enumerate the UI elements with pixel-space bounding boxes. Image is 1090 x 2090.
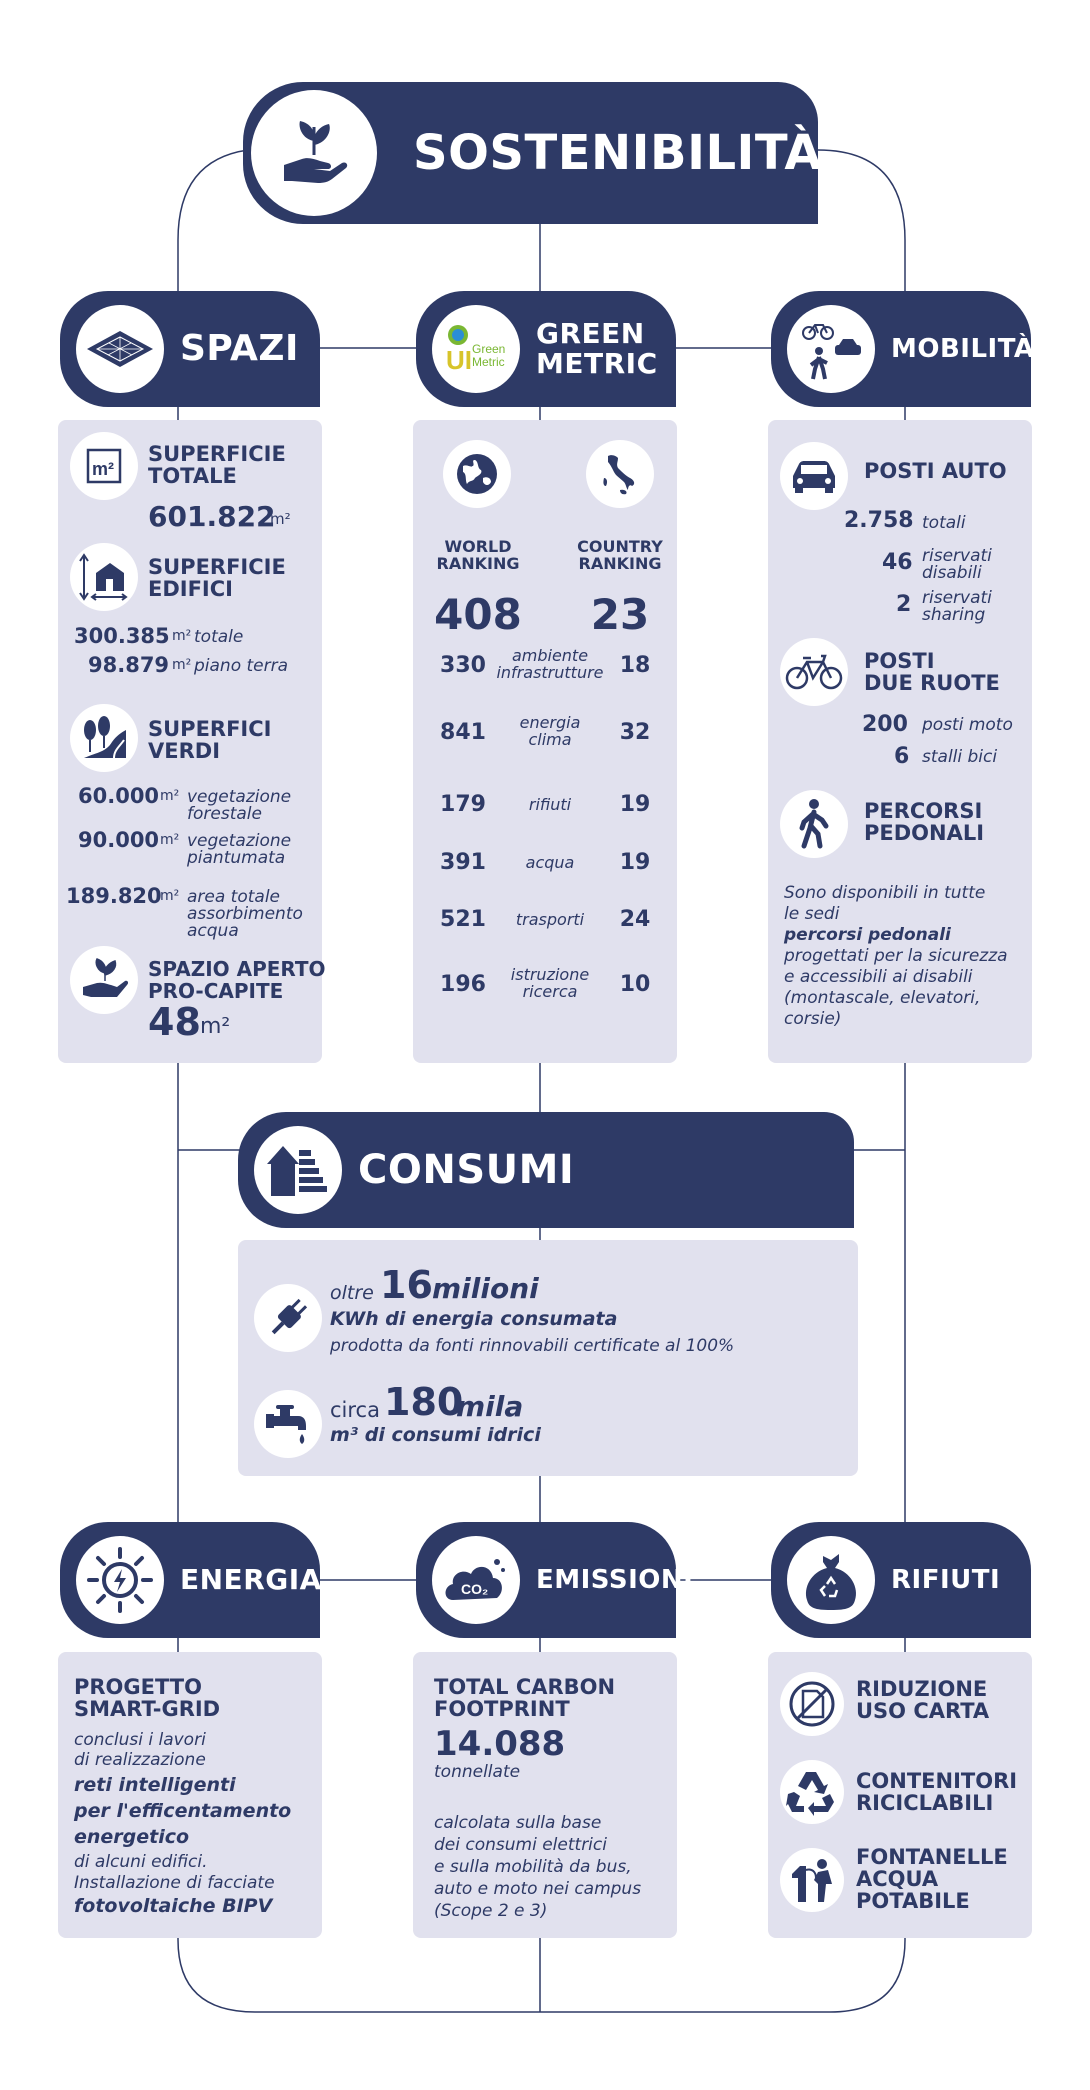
pedonali-text-2: progettati per la sicurezza e accessibili ai disabili (montascale, elevatori, corsie) (784, 946, 1008, 1029)
spazi-header (60, 291, 320, 407)
acqua-prefix: circa (330, 1398, 380, 1422)
energia-line3: prodotta da fonti rinnovabili certificate al 100% (330, 1336, 735, 1356)
pedonali-text-1: Sono disponibili in tutte le sedi (784, 883, 986, 924)
globe-icon (453, 450, 501, 498)
bicycle-icon-circle (780, 638, 848, 706)
auto-disabili-desc: riservati disabili (922, 546, 992, 583)
energy-class-icon (263, 1140, 333, 1200)
spazi-title: SPAZI (180, 328, 299, 369)
auto-sharing-desc: riservati sharing (922, 588, 992, 625)
car-icon-circle (780, 442, 848, 510)
m2-icon-circle (70, 432, 138, 500)
energia-text-2: di alcuni edifici. Installazione di facciate (74, 1852, 275, 1893)
plant-hand-icon (274, 113, 354, 193)
recycle-bag-icon (801, 1548, 861, 1612)
bici-value: 6 (894, 744, 910, 769)
country-rank-row-value: 19 (619, 850, 651, 875)
svg-text:CO₂: CO₂ (461, 1581, 489, 1597)
due-ruote-label: POSTI DUE RUOTE (864, 649, 1000, 695)
superfici-verdi-label: SUPERFICI VERDI (148, 717, 272, 763)
energia-header (60, 1522, 320, 1638)
edifici-pt-unit: m² (172, 657, 192, 673)
energia-text-bold-2: fotovoltaiche BIPV (74, 1895, 273, 1917)
fountain-icon-circle (780, 1848, 844, 1912)
energia-unit: milioni (432, 1272, 539, 1305)
emissioni-text: calcolata sulla base dei consumi elettrici e sulla mobilità da bus, auto e moto nei campus (Scope 2 e 3) (434, 1813, 642, 1921)
bici-desc: stalli bici (922, 747, 998, 767)
rifiuti-item-2: CONTENITORI RICICLABILI (856, 1769, 1018, 1815)
verde-3-unit: m² (160, 888, 180, 904)
auto-totali-value: 2.758 (844, 508, 914, 533)
superficie-edifici-label: SUPERFICIE EDIFICI (148, 555, 286, 601)
verde-1-value: 60.000 (78, 784, 160, 808)
pedonali-text-bold: percorsi pedonali (784, 925, 951, 945)
spazio-aperto-label: SPAZIO APERTO PRO-CAPITE (148, 957, 326, 1003)
plug-icon-circle (254, 1284, 322, 1352)
emissioni-heading: TOTAL CARBON FOOTPRINT (434, 1675, 616, 1721)
greenmetric-logo-circle (432, 305, 520, 393)
country-rank-row-value: 19 (619, 792, 651, 817)
paper-icon-circle (780, 1672, 844, 1736)
co2-cloud-icon-circle (432, 1536, 520, 1624)
green-metric-header (416, 291, 676, 407)
car-icon (789, 458, 839, 494)
edifici-pt-desc: piano terra (194, 656, 289, 676)
energy-class-icon-circle (254, 1126, 342, 1214)
country-rank-value: 23 (590, 590, 650, 639)
moto-value: 200 (862, 712, 908, 737)
consumi-title: CONSUMI (358, 1147, 575, 1193)
water-tap-icon (262, 1398, 314, 1450)
water-tap-icon-circle (254, 1390, 322, 1458)
area-icon-circle (76, 305, 164, 393)
m2-icon (80, 442, 128, 490)
acqua-unit: mila (456, 1390, 524, 1423)
verde-2-desc: vegetazione piantumata (187, 831, 292, 868)
mobility-icon (799, 317, 863, 381)
rifiuti-title: RIFIUTI (891, 1565, 1001, 1595)
emissioni-unit: tonnellate (434, 1762, 521, 1782)
ranking-category-label: acqua (525, 853, 575, 872)
area-grid-icon (85, 329, 155, 369)
plant-hand-icon-circle (251, 90, 377, 216)
green-metric-title: GREEN METRIC (536, 317, 658, 380)
energia-num: 16 (380, 1263, 433, 1307)
recycle-icon (786, 1766, 838, 1818)
svg-text:m²: m² (92, 459, 114, 479)
world-rank-row-value: 179 (440, 792, 486, 817)
no-paper-icon (787, 1679, 837, 1729)
energia-heading: PROGETTO SMART-GRID (74, 1675, 221, 1721)
emissioni-value: 14.088 (434, 1724, 566, 1764)
posti-auto-label: POSTI AUTO (864, 459, 1007, 483)
emissioni-title: EMISSIONI (536, 1565, 694, 1595)
pedestrian-icon (794, 798, 834, 850)
plug-icon (263, 1293, 313, 1343)
world-rank-row-value: 196 (440, 972, 486, 997)
mobilita-title: MOBILITÀ (891, 334, 1035, 364)
acqua-num: 180 (384, 1380, 464, 1424)
verde-3-desc: area totale assorbimento acqua (187, 887, 303, 941)
recycle-icon-circle (780, 1760, 844, 1824)
rifiuti-header (771, 1522, 1031, 1638)
italy-icon-circle (586, 440, 654, 508)
sun-bolt-icon (85, 1545, 155, 1615)
country-rank-row-value: 24 (619, 907, 651, 932)
consumi-header (238, 1112, 854, 1228)
energia-prefix: oltre (330, 1282, 374, 1304)
spazio-aperto-value: 48 (148, 1000, 201, 1044)
spazio-aperto-unit: m² (200, 1014, 231, 1039)
pedonali-label: PERCORSI PEDONALI (864, 799, 985, 845)
ranking-category-label: trasporti (515, 910, 585, 929)
auto-disabili-value: 46 (882, 550, 913, 575)
country-rank-row-value: 18 (619, 653, 651, 678)
seedling-hand-icon (79, 955, 129, 1005)
building-height-icon (78, 551, 130, 603)
ranking-category-label: ambiente infrastrutture (496, 646, 604, 682)
ranking-category-label: energia clima (519, 713, 581, 749)
world-rank-value: 408 (434, 590, 522, 639)
drinking-fountain-icon (786, 1854, 838, 1906)
co2-cloud-icon (441, 1550, 511, 1610)
svg-text:Metric: Metric (472, 355, 505, 369)
superficie-totale-value: 601.822 (148, 500, 276, 533)
edifici-totale-unit: m² (172, 628, 192, 644)
edifici-totale-desc: totale (194, 627, 244, 647)
mobility-icon-circle (787, 305, 875, 393)
svg-text:Green: Green (472, 342, 506, 356)
verde-2-unit: m² (160, 832, 180, 848)
building-icon-circle (70, 543, 138, 611)
world-rank-row-value: 521 (440, 907, 486, 932)
world-ranking-label: WORLD RANKING (436, 537, 520, 573)
world-rank-row-value: 391 (440, 850, 486, 875)
energia-text-bold: reti intelligenti per l'efficentamento energetico (74, 1774, 292, 1848)
rifiuti-item-3: FONTANELLE ACQUA POTABILE (856, 1845, 1008, 1913)
italy-map-icon (596, 450, 644, 498)
page-title: SOSTENIBILITÀ (413, 125, 823, 181)
pedestrian-icon-circle (780, 790, 848, 858)
edifici-pt-value: 98.879 (88, 653, 170, 677)
country-rank-row-value: 10 (619, 972, 651, 997)
acqua-line2: m³ di consumi idrici (330, 1424, 541, 1446)
verde-3-value: 189.820 (66, 884, 162, 908)
recycle-bag-icon-circle (787, 1536, 875, 1624)
rifiuti-item-1: RIDUZIONE USO CARTA (856, 1677, 990, 1723)
energia-text-1: conclusi i lavori di realizzazione (74, 1730, 206, 1770)
greenmetric-logo-icon (440, 321, 512, 377)
energia-line2: KWh di energia consumata (330, 1308, 618, 1330)
ranking-category-label: rifiuti (528, 795, 572, 814)
sun-bolt-icon-circle (76, 1536, 164, 1624)
trees-icon-circle (70, 704, 138, 772)
bicycle-icon (785, 652, 843, 692)
edifici-totale-value: 300.385 (74, 624, 170, 648)
energia-title: ENERGIA (180, 1563, 322, 1596)
mobilita-header (771, 291, 1035, 407)
verde-2-value: 90.000 (78, 828, 160, 852)
plant-hand-small-icon-circle (70, 946, 138, 1014)
ranking-category-label: istruzione ricerca (510, 965, 590, 1001)
verde-1-desc: vegetazione forestale (187, 787, 292, 824)
svg-text:UI: UI (446, 345, 472, 375)
world-rank-row-value: 841 (440, 720, 486, 745)
emissioni-header (416, 1522, 694, 1638)
moto-desc: posti moto (922, 715, 1013, 735)
world-rank-row-value: 330 (440, 653, 486, 678)
verde-1-unit: m² (160, 788, 180, 804)
globe-icon-circle (443, 440, 511, 508)
trees-icon (78, 712, 130, 764)
main-header (243, 82, 823, 224)
auto-totali-desc: totali (922, 513, 966, 533)
auto-sharing-value: 2 (896, 592, 912, 617)
superficie-totale-unit: m² (270, 510, 291, 528)
country-ranking-label: COUNTRY RANKING (577, 537, 663, 573)
country-rank-row-value: 32 (619, 720, 651, 745)
superficie-totale-label: SUPERFICIE TOTALE (148, 442, 286, 488)
